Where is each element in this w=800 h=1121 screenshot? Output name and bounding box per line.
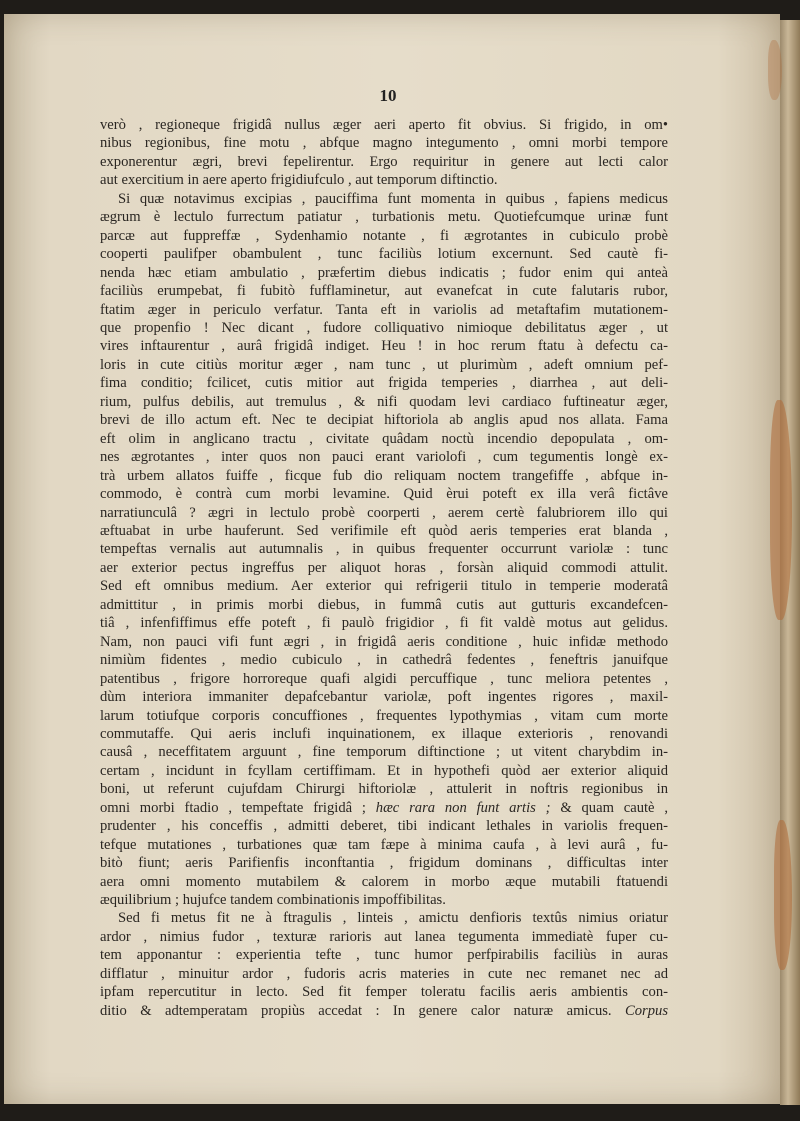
text-line-content: certam , incidunt in fcyllam certiffimam. Et in hypothefi quòd aer exterior aliquid [100, 762, 668, 779]
text-line [100, 780, 668, 798]
text-line-content: bitò fiunt; aeris Parifienfis inconftantia , frigidum dominans , difficultas inter [100, 855, 668, 872]
text-line-content: aera omni momento mutabilem & calorem in morbo æque mutabili ftatuendi [100, 873, 668, 890]
text-line-content: eft olim in anglicano tractu , civitate quâdam noctù incendio depopulata , om- [100, 430, 668, 447]
text-line [100, 264, 668, 282]
text-line [100, 522, 668, 540]
text-line [100, 559, 668, 577]
text-line [100, 153, 668, 171]
text-line [100, 614, 668, 632]
text-line-content: ægrum è lectulo furrectum patiatur , turbationis metu. Quotiefcumque urinæ funt [100, 209, 668, 226]
text-line [100, 448, 668, 466]
text-line [100, 596, 668, 614]
text-line-content: cooperti paulifper obambulent , tunc faciliùs lotium excernunt. Sed cautè fi- [100, 246, 668, 263]
text-line-content: verò , regioneque frigidâ nullus æger aeri aperto fit obvius. Si frigido, in om• [100, 117, 668, 133]
text-line-content: narratiunculâ ? ægri in lectulo probè coorperti , aerem certè falubriorem illo qui [100, 504, 668, 521]
text-line-content: commutaffe. Qui aeris inclufi inquinationem, ex illaque exterioris , renovandi [100, 725, 668, 742]
italic-text: hæc rara non funt artis ; [375, 799, 551, 816]
text-line-content: causâ , neceffitatem arguunt , fine temporum diftinctione ; ut vitent charybdim in- [100, 744, 668, 761]
text-line [100, 799, 668, 817]
text-line [100, 485, 668, 503]
text-line [100, 817, 668, 835]
text-line-content: admittitur , in primis morbi diebus, in fummâ cutis aut gutturis excandefcen- [100, 596, 668, 613]
text-line-content: brevi de illo actum eft. Nec te decipiat hiftoriola ab anglis apud nos allata. Fama [100, 412, 668, 429]
text-line [100, 208, 668, 226]
text-line-content: tefque mutationes , turbationes quæ tam fæpe à minima caufa , à levi aurâ , fu- [100, 836, 668, 853]
text-line [100, 227, 668, 245]
text-line-content: fima conditio; fcilicet, cutis mitior aut frigida temperies , diarrhea , aut deli- [100, 375, 668, 392]
text-line [100, 854, 668, 872]
text-line-content: prudenter , his conceffis , admitti deberet, tibi indicant lethales in variolis frequen- [100, 818, 668, 835]
text-line [100, 983, 668, 1001]
text-line-content: vires inftaurentur , aurâ frigidâ indiget. Heu ! in hoc rerum ftatu à defectu ca- [100, 338, 668, 355]
text-line-content: nimiùm fidentes , medio cubiculo , in cathedrâ fedentes , feneftris januifque [100, 652, 668, 669]
text-line [100, 356, 668, 374]
text-line [100, 374, 668, 392]
text-line-content: nenda hæc etiam ambulatio , præfertim diebus indicatis ; fudor enim qui anteà [100, 264, 668, 281]
text-line-content: boni, ut referunt cujufdam Chirurgi hiftoriolæ , attulerit in noftris regionibus in [100, 781, 668, 798]
text-line [100, 134, 668, 152]
text-line-content: ditio & adtemperatam propiùs accedat : In genere calor naturæ amicus. [100, 1002, 612, 1019]
text-line-content: ftatim æger in periculo verfatur. Tanta eft in variolis ad metaftafim mutationem- [100, 301, 668, 318]
text-line-content: tempeftas vernalis aut autumnalis , in quibus frequenter occurrunt variolæ : tunc [100, 541, 668, 558]
text-line [100, 633, 668, 651]
text-line-content: Sed eft omnibus medium. Aer exterior qui refrigerii titulo in temperie moderatâ [100, 578, 668, 595]
text-line [100, 411, 668, 429]
foxing-stain [774, 820, 792, 970]
text-line-tail: & quam cautè , [550, 799, 668, 816]
text-line-content: Si quæ notavimus excipias , pauciffima funt momenta in quibus , fapiens medicus [118, 190, 668, 207]
text-line-content: difflatur , minuitur ardor , fudoris acris materies in cute nec remanet nec ad [100, 965, 668, 982]
text-line [100, 651, 668, 669]
text-line [100, 337, 668, 355]
text-line [100, 504, 668, 522]
text-line [100, 245, 668, 263]
text-line-content: nes ægrotantes , inter quos non pauci erant variolofi , cum tegumentis longè ex- [100, 449, 668, 466]
text-line [100, 965, 668, 983]
italic-text: Corpus [625, 1002, 668, 1019]
text-line-content: aut exercitium in aere aperto frigidiufculo , aut temporum diftinctio. [100, 172, 498, 189]
page-number: 10 [379, 86, 397, 105]
text-line-content: que propenfio ! Nec dicant , fudore colliquativo nimioque debilitatus æger , ut [100, 319, 668, 336]
text-line [100, 670, 668, 688]
text-line-content: rium, pulfus debilis, aut tremulus , & nifi quodam levi cardiaco fuftineatur æger, [100, 393, 668, 410]
text-line [100, 393, 668, 411]
text-line [100, 282, 668, 300]
text-line-content: ardor , nimius fudor , texturæ rarioris aut lanea tegumenta immediatè fuper cu- [100, 928, 668, 945]
text-line-content: omni morbi ftadio , tempeftate frigidâ ; [100, 799, 366, 816]
text-line [100, 836, 668, 854]
text-line [100, 540, 668, 558]
text-line [100, 743, 668, 761]
text-line-content: loris in cute citiùs moritur æger , nam tunc , ut plurimùm , adeft omnium pef- [100, 356, 668, 373]
text-line-content: tiâ , infenfiffimus effe poteft , fi paulò frigidior , fi fit valdè motus aut gelidus. [100, 615, 668, 632]
text-line-content: dùm interiora immaniter depafcebantur variolæ, poft ingentes rigores , maxil- [100, 689, 668, 706]
text-line [100, 467, 668, 485]
text-line-content: commodo, è contrà cum morbi levamine. Quid èrui poteft ex illa verâ fictâve [100, 486, 668, 503]
text-line-content: nibus regionibus, fine motu , abfque magno integumento , omni morbi tempore [100, 135, 668, 152]
text-line-content: aer exterior pectus ingreffus per aliquot horas , forsàn aliquid commodi attulit. [100, 559, 668, 576]
text-line-content: exponerentur ægri, brevi fepelirentur. Ergo requiritur in genere aut lecti calor [100, 153, 668, 170]
text-line [100, 301, 668, 319]
text-line [100, 688, 668, 706]
text-line [100, 891, 668, 909]
body-text [100, 116, 668, 1020]
text-line [100, 577, 668, 595]
text-line-content: Nam, non pauci vifi funt ægri , in frigidâ aeris conditione , huic infidæ methodo [100, 633, 668, 650]
text-line-content: æquilibrium ; hujufce tandem combinationis impoffibilitas. [100, 892, 446, 909]
text-line-content: patentibus , frigore horroreque quafi algidi percuffique , tunc meliora petentes , [100, 670, 668, 687]
text-line [100, 116, 668, 134]
text-line [100, 725, 668, 743]
text-line-content: trà urbem allatos fuiffe , ficque fub dio reliquam noctem trangefiffe , abfque in- [100, 467, 668, 484]
text-line-content: faciliùs erumpebat, fi fubitò fufflaminetur, aut evanefcat in cute falutaris rubor, [100, 283, 668, 300]
text-line [100, 707, 668, 725]
text-line-content: ipfam repercutitur in lecto. Sed fit femper toleratu facilis aeris ambientis con- [100, 984, 668, 1001]
text-line [100, 1002, 668, 1020]
text-line [100, 319, 668, 337]
text-line-content: parcæ aut fuppreffæ , Sydenhamio notante , fi ægrotantes in cubiculo probè [100, 227, 668, 244]
text-line [100, 430, 668, 448]
text-line [100, 171, 668, 189]
text-line [100, 873, 668, 891]
text-line-content: tem apponantur : experientia tefte , tunc humor perfpirabilis faciliùs in auras [100, 947, 668, 964]
text-line [100, 909, 668, 927]
text-line [100, 190, 668, 208]
text-line [100, 946, 668, 964]
text-line [100, 762, 668, 780]
text-line [100, 928, 668, 946]
text-line-content: æftuabat in urbe hauferunt. Sed verifimile eft quòd aeris temperies erat blanda , [100, 522, 668, 539]
text-line-content: larum totiufque corporis concuffiones , frequentes lypothymias , vitam cum morte [100, 707, 668, 724]
text-line-content: Sed fi metus fit ne à ftragulis , linteis , amictu denfioris textûs nimius oriatur [118, 910, 668, 927]
